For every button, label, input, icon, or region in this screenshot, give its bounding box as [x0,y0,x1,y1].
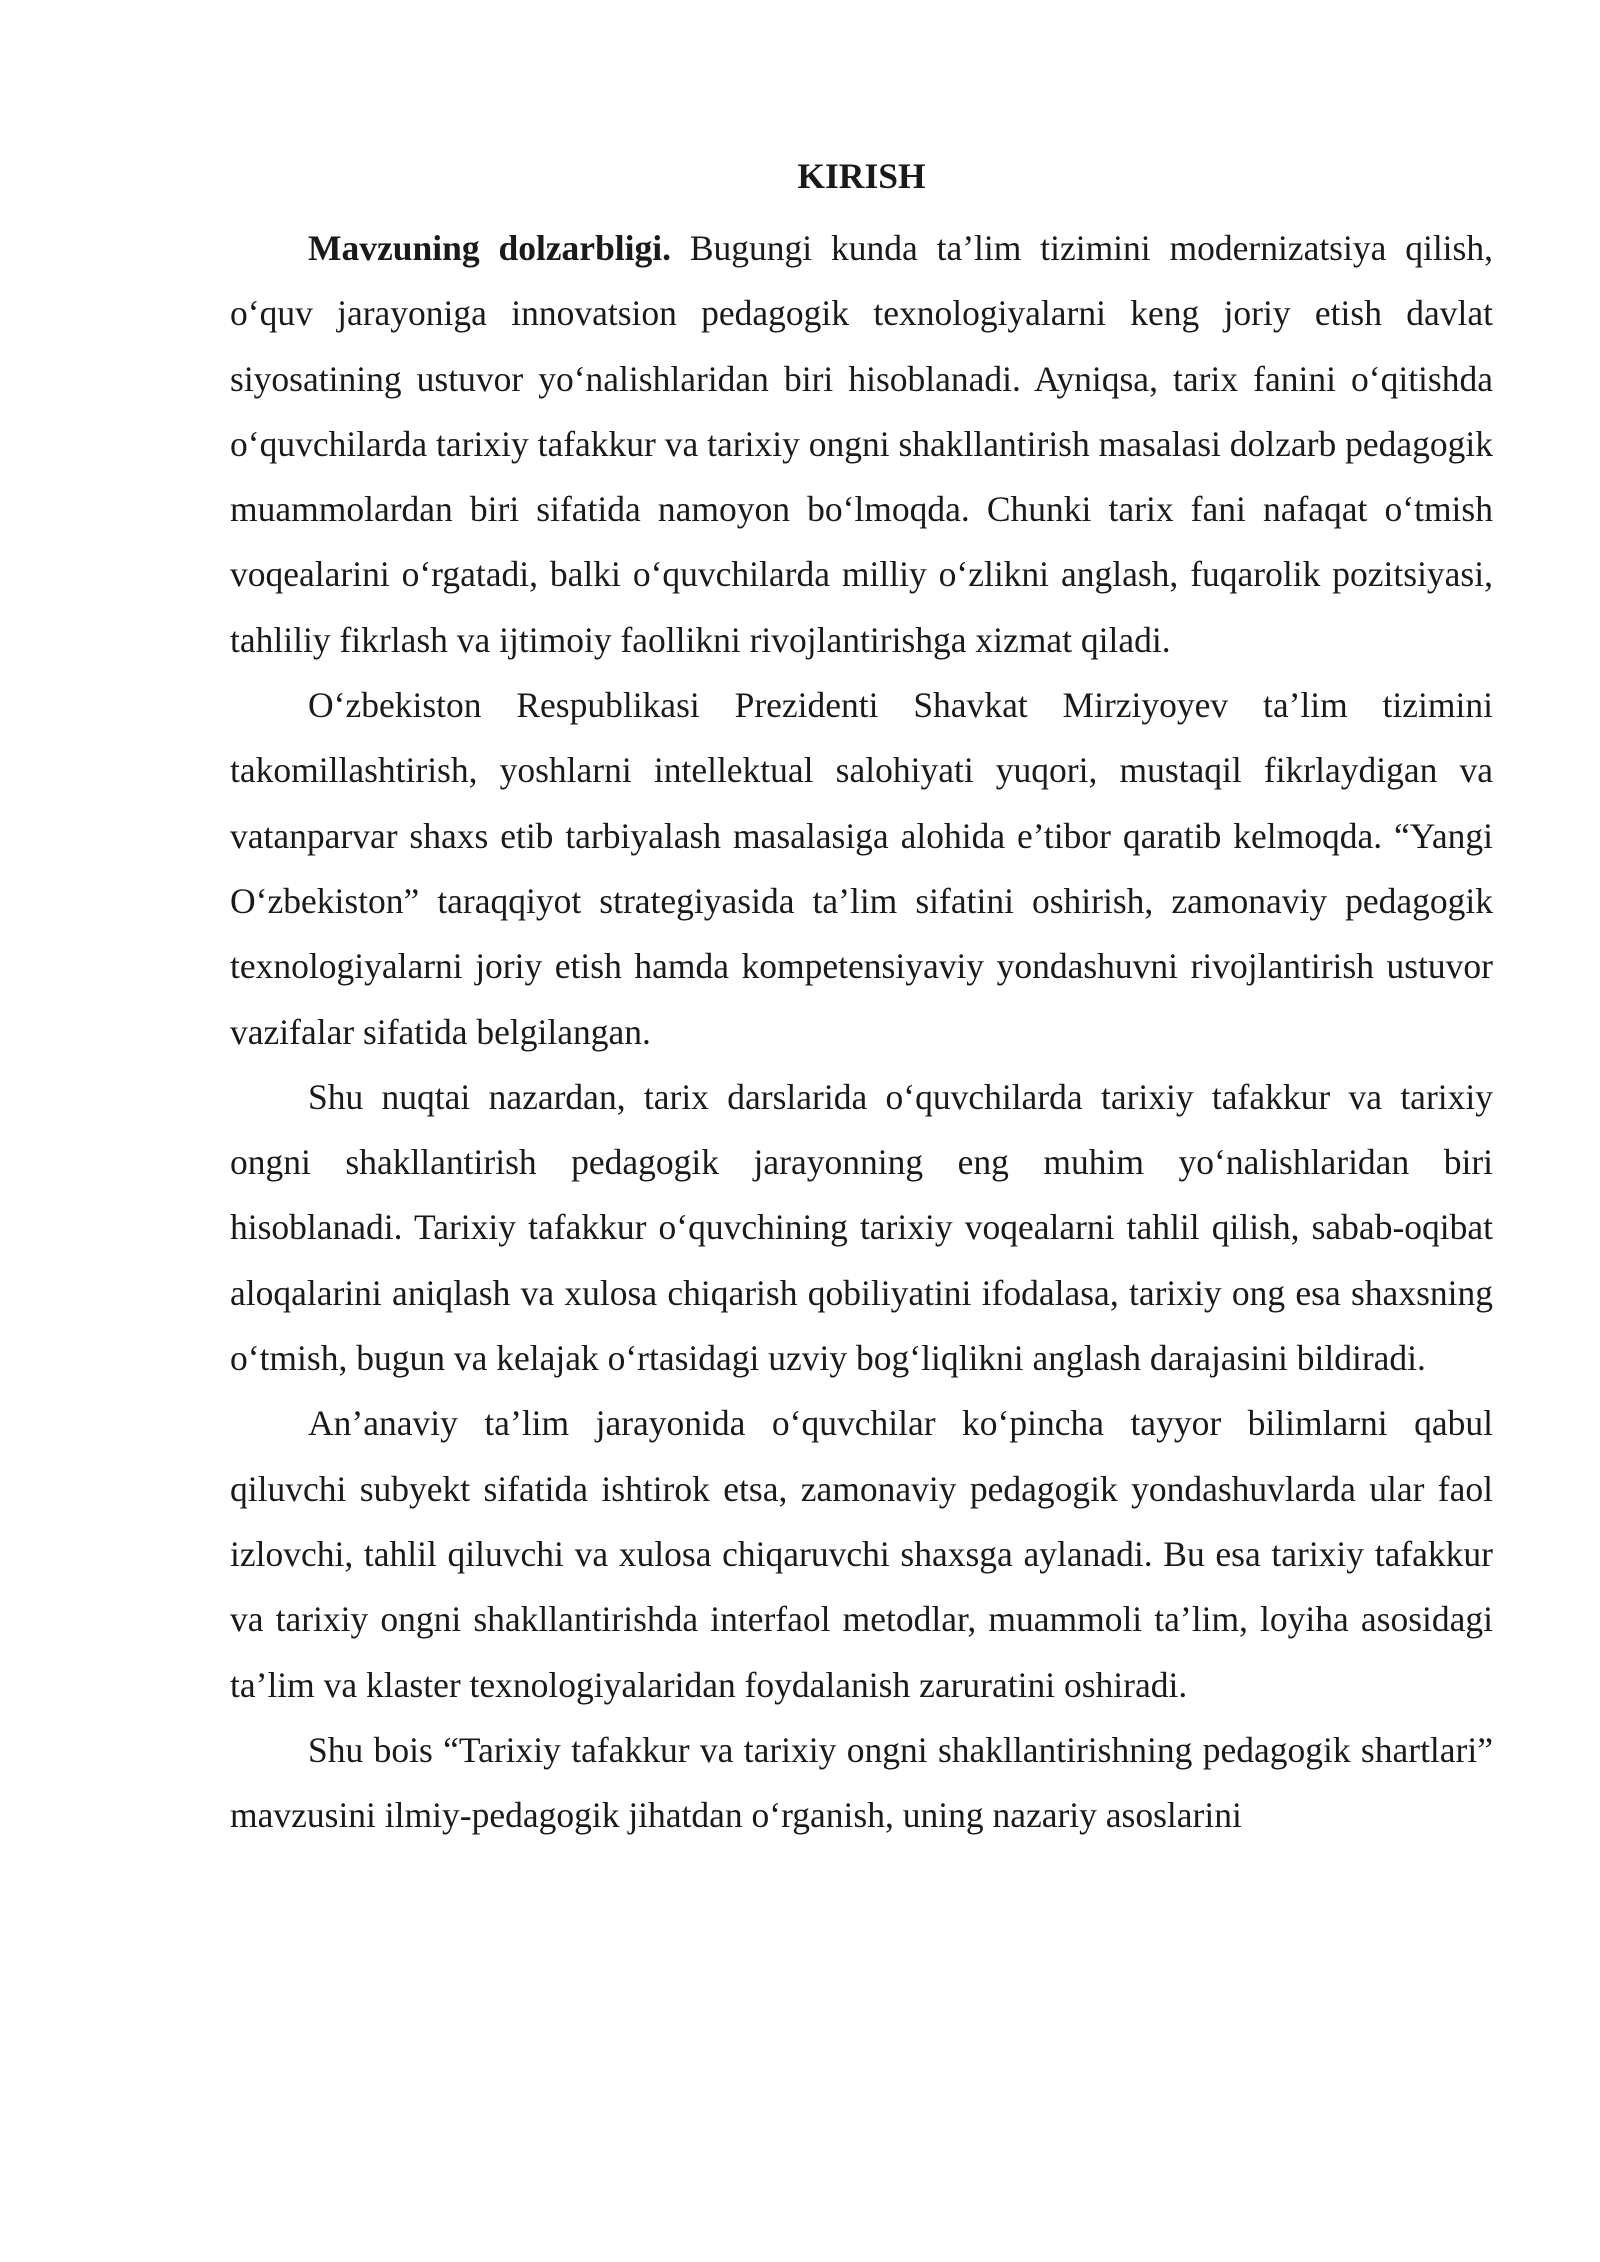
paragraph-viewpoint [230,1065,1493,1391]
document-body [230,152,1493,1848]
paragraph-traditional-education [230,1391,1493,1717]
paragraph-text: Bugungi kunda ta’lim tizimini modernizatsiya qilish, o‘quv jarayoniga innovatsion pedagogik texnologiyalarni keng joriy etish davlat siyosatining ustuvor yo‘nalishlaridan biri hisoblanadi. Ayniqsa, tarix fanini o‘qitishda o‘quvchilarda tarixiy tafakkur va tarixiy ongni shakllantirish masalasi dolzarb pedagogik muammolardan biri sifatida namoyon bo‘lmoqda. Chunki tarix fani nafaqat o‘tmish voqealarini o‘rgatadi, balki o‘quvchilarda milliy o‘zlikni anglash, fuqarolik pozitsiyasi, tahliliy fikrlash va ijtimoiy faollikni rivojlantirishga xizmat qiladi. [230,228,1493,660]
paragraph-text: O‘zbekiston Respublikasi Prezidenti Shavkat Mirziyoyev ta’lim tizimini takomillashtirish, yoshlarni intellektual salohiyati yuqori, mustaqil fikrlaydigan va vatanparvar shaxs etib tarbiyalash masalasiga alohida e’tibor qaratib kelmoqda. “Yangi O‘zbekiston” taraqqiyot strategiyasida ta’lim sifatini oshirish, zamonaviy pedagogik texnologiyalarni joriy etish hamda kompetensiyaviy yondashuvni rivojlantirish ustuvor vazifalar sifatida belgilangan. [230,685,1493,1052]
paragraph-president [230,673,1493,1065]
paragraph-text: Shu bois “Tarixiy tafakkur va tarixiy ongni shakllantirishning pedagogik shartlari” mavzusini ilmiy-pedagogik jihatdan o‘rganish, uning nazariy asoslarini [230,1729,1493,1836]
section-title: KIRISH [797,156,926,196]
paragraph-text: Shu nuqtai nazardan, tarix darslarida o‘quvchilarda tarixiy tafakkur va tarixiy ongni shakllantirish pedagogik jarayonning eng muhim yo‘nalishlaridan biri hisoblanadi. Tarixiy tafakkur o‘quvchining tarixiy voqealarni tahlil qilish, sabab-oqibat aloqalarini aniqlash va xulosa chiqarish qobiliyatini ifodalasa, tarixiy ong esa shaxsning o‘tmish, bugun va kelajak o‘rtasidagi uzviy bog‘liqlikni anglash darajasini bildiradi. [230,1076,1493,1379]
paragraph-topic-study [230,1718,1493,1849]
paragraph-relevance [230,216,1493,673]
paragraph-lead: Mavzuning dolzarbligi. [308,228,672,268]
paragraph-text: An’anaviy ta’lim jarayonida o‘quvchilar ko‘pincha tayyor bilimlarni qabul qiluvchi subyekt sifatida ishtirok etsa, zamonaviy pedagogik yondashuvlarda ular faol izlovchi, tahlil qiluvchi va xulosa chiqaruvchi shaxsga aylanadi. Bu esa tarixiy tafakkur va tarixiy ongni shakllantirishda interfaol metodlar, muammoli ta’lim, loyiha asosidagi ta’lim va klaster texnologiyalaridan foydalanish zaruratini oshiradi. [230,1403,1493,1705]
